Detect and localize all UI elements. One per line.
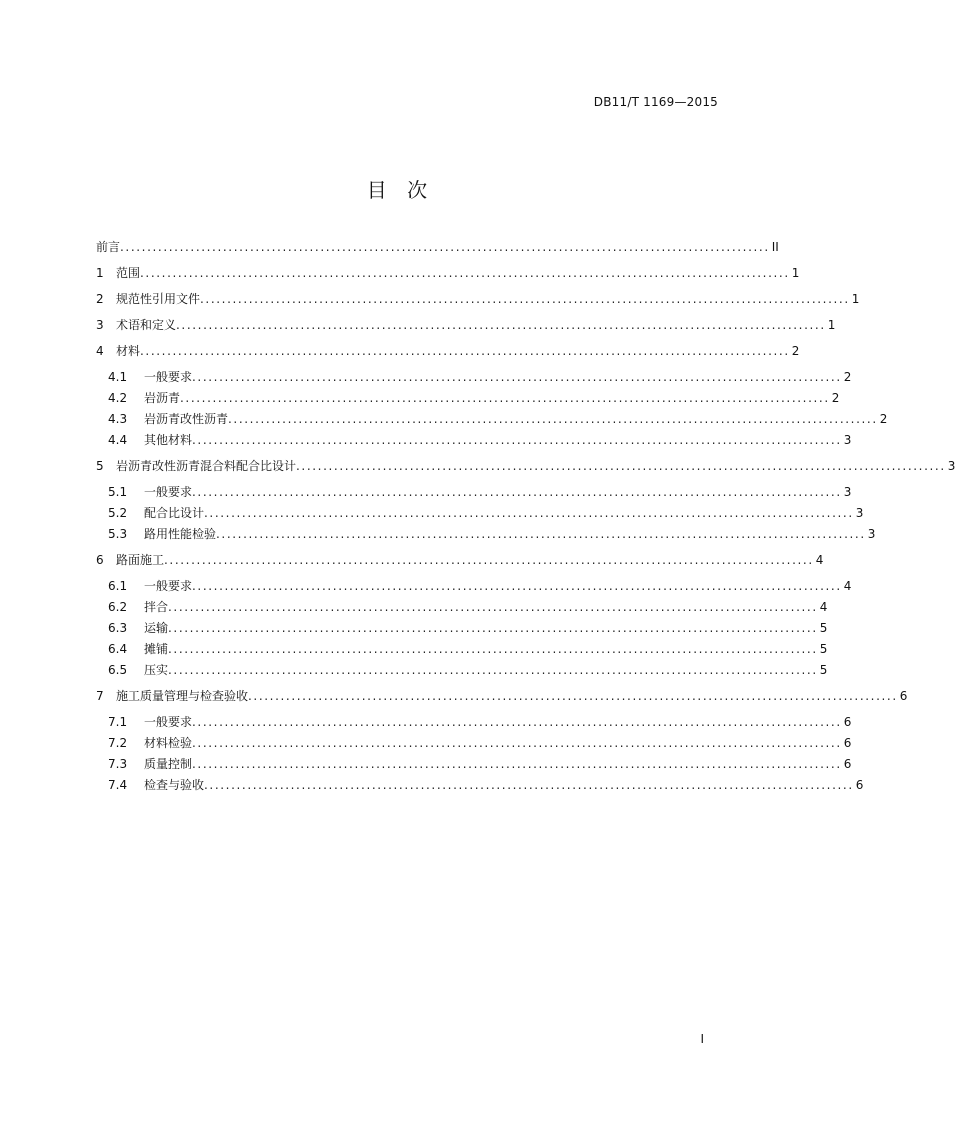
toc-entry-label: 一般要求 (144, 485, 193, 499)
toc-entry[interactable] (108, 755, 852, 775)
toc-entry-number: 6.1 (108, 579, 128, 593)
toc-entry-label: 压实 (144, 663, 169, 677)
dot-leader: ........................................................................................................................ (192, 433, 842, 447)
dot-leader: ........................................................................................................................ (168, 621, 818, 635)
toc-entry[interactable] (108, 368, 852, 388)
toc-entry-label: 质量控制 (144, 757, 193, 771)
toc-entry-number: 6.4 (108, 642, 128, 656)
toc-entry-page: 3 (855, 506, 864, 520)
toc-entry[interactable] (96, 551, 824, 571)
toc-entry-number: 7.4 (108, 778, 128, 792)
toc-entry-page: II (771, 240, 779, 254)
toc-entry-number: 7.2 (108, 736, 128, 750)
toc-entry-page: 2 (843, 370, 852, 384)
toc-entry[interactable] (108, 734, 852, 754)
toc-entry-number: 6.3 (108, 621, 128, 635)
toc-entry-number: 3 (96, 318, 104, 332)
toc-entry-label: 术语和定义 (116, 318, 177, 332)
toc-entry-page: 1 (851, 292, 860, 306)
toc-entry-label: 岩沥青 (144, 391, 181, 405)
toc-entry-number: 4 (96, 344, 104, 358)
toc-entry[interactable] (108, 431, 852, 451)
toc-entry-number: 2 (96, 292, 104, 306)
dot-leader: ........................................................................................................................ (216, 527, 866, 541)
toc-entry[interactable] (108, 713, 852, 733)
toc-entry-label: 一般要求 (144, 715, 193, 729)
toc-entry-number: 6.2 (108, 600, 128, 614)
toc-entry[interactable] (108, 525, 876, 545)
toc-entry-label: 岩沥青改性沥青 (144, 412, 229, 426)
dot-leader: ........................................................................................................................ (120, 240, 770, 254)
dot-leader: ........................................................................................................................ (192, 485, 842, 499)
toc-entry-label: 一般要求 (144, 579, 193, 593)
toc-entry-number: 7.3 (108, 757, 128, 771)
toc-entry[interactable] (96, 457, 955, 477)
toc-entry-label: 范围 (116, 266, 141, 280)
toc-entry-page: 1 (791, 266, 800, 280)
toc-entry-page: 2 (831, 391, 840, 405)
toc-entry-number: 4.2 (108, 391, 128, 405)
toc-entry-number: 5 (96, 459, 104, 473)
dot-leader: ........................................................................................................................ (180, 391, 830, 405)
toc-entry-page: 4 (815, 553, 824, 567)
toc-entry[interactable] (108, 483, 852, 503)
toc-entry-number: 5.2 (108, 506, 128, 520)
toc-entry-number: 5.1 (108, 485, 128, 499)
toc-entry-page: 3 (867, 527, 876, 541)
dot-leader: ........................................................................................................................ (296, 459, 946, 473)
dot-leader: ........................................................................................................................ (248, 689, 898, 703)
toc-entry-label: 路用性能检验 (144, 527, 217, 541)
toc-entry[interactable] (96, 342, 800, 362)
toc-entry[interactable] (108, 410, 888, 430)
dot-leader: ........................................................................................................................ (192, 736, 842, 750)
toc-entry-page: 4 (843, 579, 852, 593)
toc-entry[interactable] (108, 661, 828, 681)
toc-entry-number: 7.1 (108, 715, 128, 729)
dot-leader: ........................................................................................................................ (164, 553, 814, 567)
toc-entry[interactable] (108, 640, 828, 660)
toc-title: 目 次 (366, 178, 428, 202)
dot-leader: ........................................................................................................................ (140, 344, 790, 358)
page-number: I (700, 1032, 704, 1046)
toc-entry-number: 6 (96, 553, 104, 567)
toc-entry[interactable] (96, 316, 836, 336)
toc-entry-page: 6 (843, 715, 852, 729)
document-code: DB11/T 1169—2015 (593, 95, 718, 109)
toc-entry[interactable] (96, 290, 860, 310)
toc-entry-page: 5 (819, 642, 828, 656)
toc-entry-label: 材料检验 (144, 736, 193, 750)
dot-leader: ........................................................................................................................ (168, 663, 818, 677)
dot-leader: ........................................................................................................................ (168, 642, 818, 656)
toc-entry[interactable] (108, 776, 864, 796)
toc-entry-page: 2 (791, 344, 800, 358)
toc-entry-number: 4.4 (108, 433, 128, 447)
toc-entry-page: 4 (819, 600, 828, 614)
dot-leader: ........................................................................................................................ (200, 292, 850, 306)
toc-entry[interactable] (108, 577, 852, 597)
toc-entry-label: 岩沥青改性沥青混合料配合比设计 (116, 459, 297, 473)
dot-leader: ........................................................................................................................ (192, 757, 842, 771)
toc-entry-label: 一般要求 (144, 370, 193, 384)
toc-entry-number: 7 (96, 689, 104, 703)
toc-entry[interactable] (108, 389, 840, 409)
toc-entry-number: 1 (96, 266, 104, 280)
dot-leader: ........................................................................................................................ (204, 778, 854, 792)
dot-leader: ........................................................................................................................ (192, 579, 842, 593)
toc-entry-page: 6 (899, 689, 908, 703)
toc-entry-number: 4.1 (108, 370, 128, 384)
toc-entry-label: 施工质量管理与检查验收 (116, 689, 249, 703)
dot-leader: ........................................................................................................................ (168, 600, 818, 614)
toc-entry-number: 6.5 (108, 663, 128, 677)
toc-entry[interactable] (96, 238, 779, 258)
toc-entry-label: 配合比设计 (144, 506, 205, 520)
toc-entry[interactable] (96, 687, 908, 707)
toc-entry-page: 3 (947, 459, 955, 473)
toc-entry-label: 规范性引用文件 (116, 292, 201, 306)
toc-entry-page: 6 (855, 778, 864, 792)
toc-entry-label: 路面施工 (116, 553, 165, 567)
toc-entry-label: 检查与验收 (144, 778, 205, 792)
toc-entry-number: 4.3 (108, 412, 128, 426)
toc-entry-label: 摊铺 (144, 642, 169, 656)
dot-leader: ........................................................................................................................ (228, 412, 878, 426)
toc-entry[interactable] (108, 504, 864, 524)
toc-entry-page: 6 (843, 757, 852, 771)
toc-entry-page: 1 (827, 318, 836, 332)
toc-entry-label: 其他材料 (144, 433, 193, 447)
dot-leader: ........................................................................................................................ (192, 370, 842, 384)
toc-entry-label: 材料 (116, 344, 141, 358)
toc-entry-label: 前言 (96, 240, 121, 254)
toc-entry-label: 拌合 (144, 600, 169, 614)
toc-entry-page: 3 (843, 433, 852, 447)
dot-leader: ........................................................................................................................ (176, 318, 826, 332)
dot-leader: ........................................................................................................................ (140, 266, 790, 280)
dot-leader: ........................................................................................................................ (192, 715, 842, 729)
toc-entry[interactable] (96, 264, 800, 284)
toc-entry-page: 6 (843, 736, 852, 750)
toc-entry[interactable] (108, 598, 828, 618)
toc-entry-page: 3 (843, 485, 852, 499)
toc-entry-number: 5.3 (108, 527, 128, 541)
toc-entry-page: 5 (819, 663, 828, 677)
toc-entry-page: 5 (819, 621, 828, 635)
toc-entry-page: 2 (879, 412, 888, 426)
toc-entry-label: 运输 (144, 621, 169, 635)
dot-leader: ........................................................................................................................ (204, 506, 854, 520)
toc-entry[interactable] (108, 619, 828, 639)
